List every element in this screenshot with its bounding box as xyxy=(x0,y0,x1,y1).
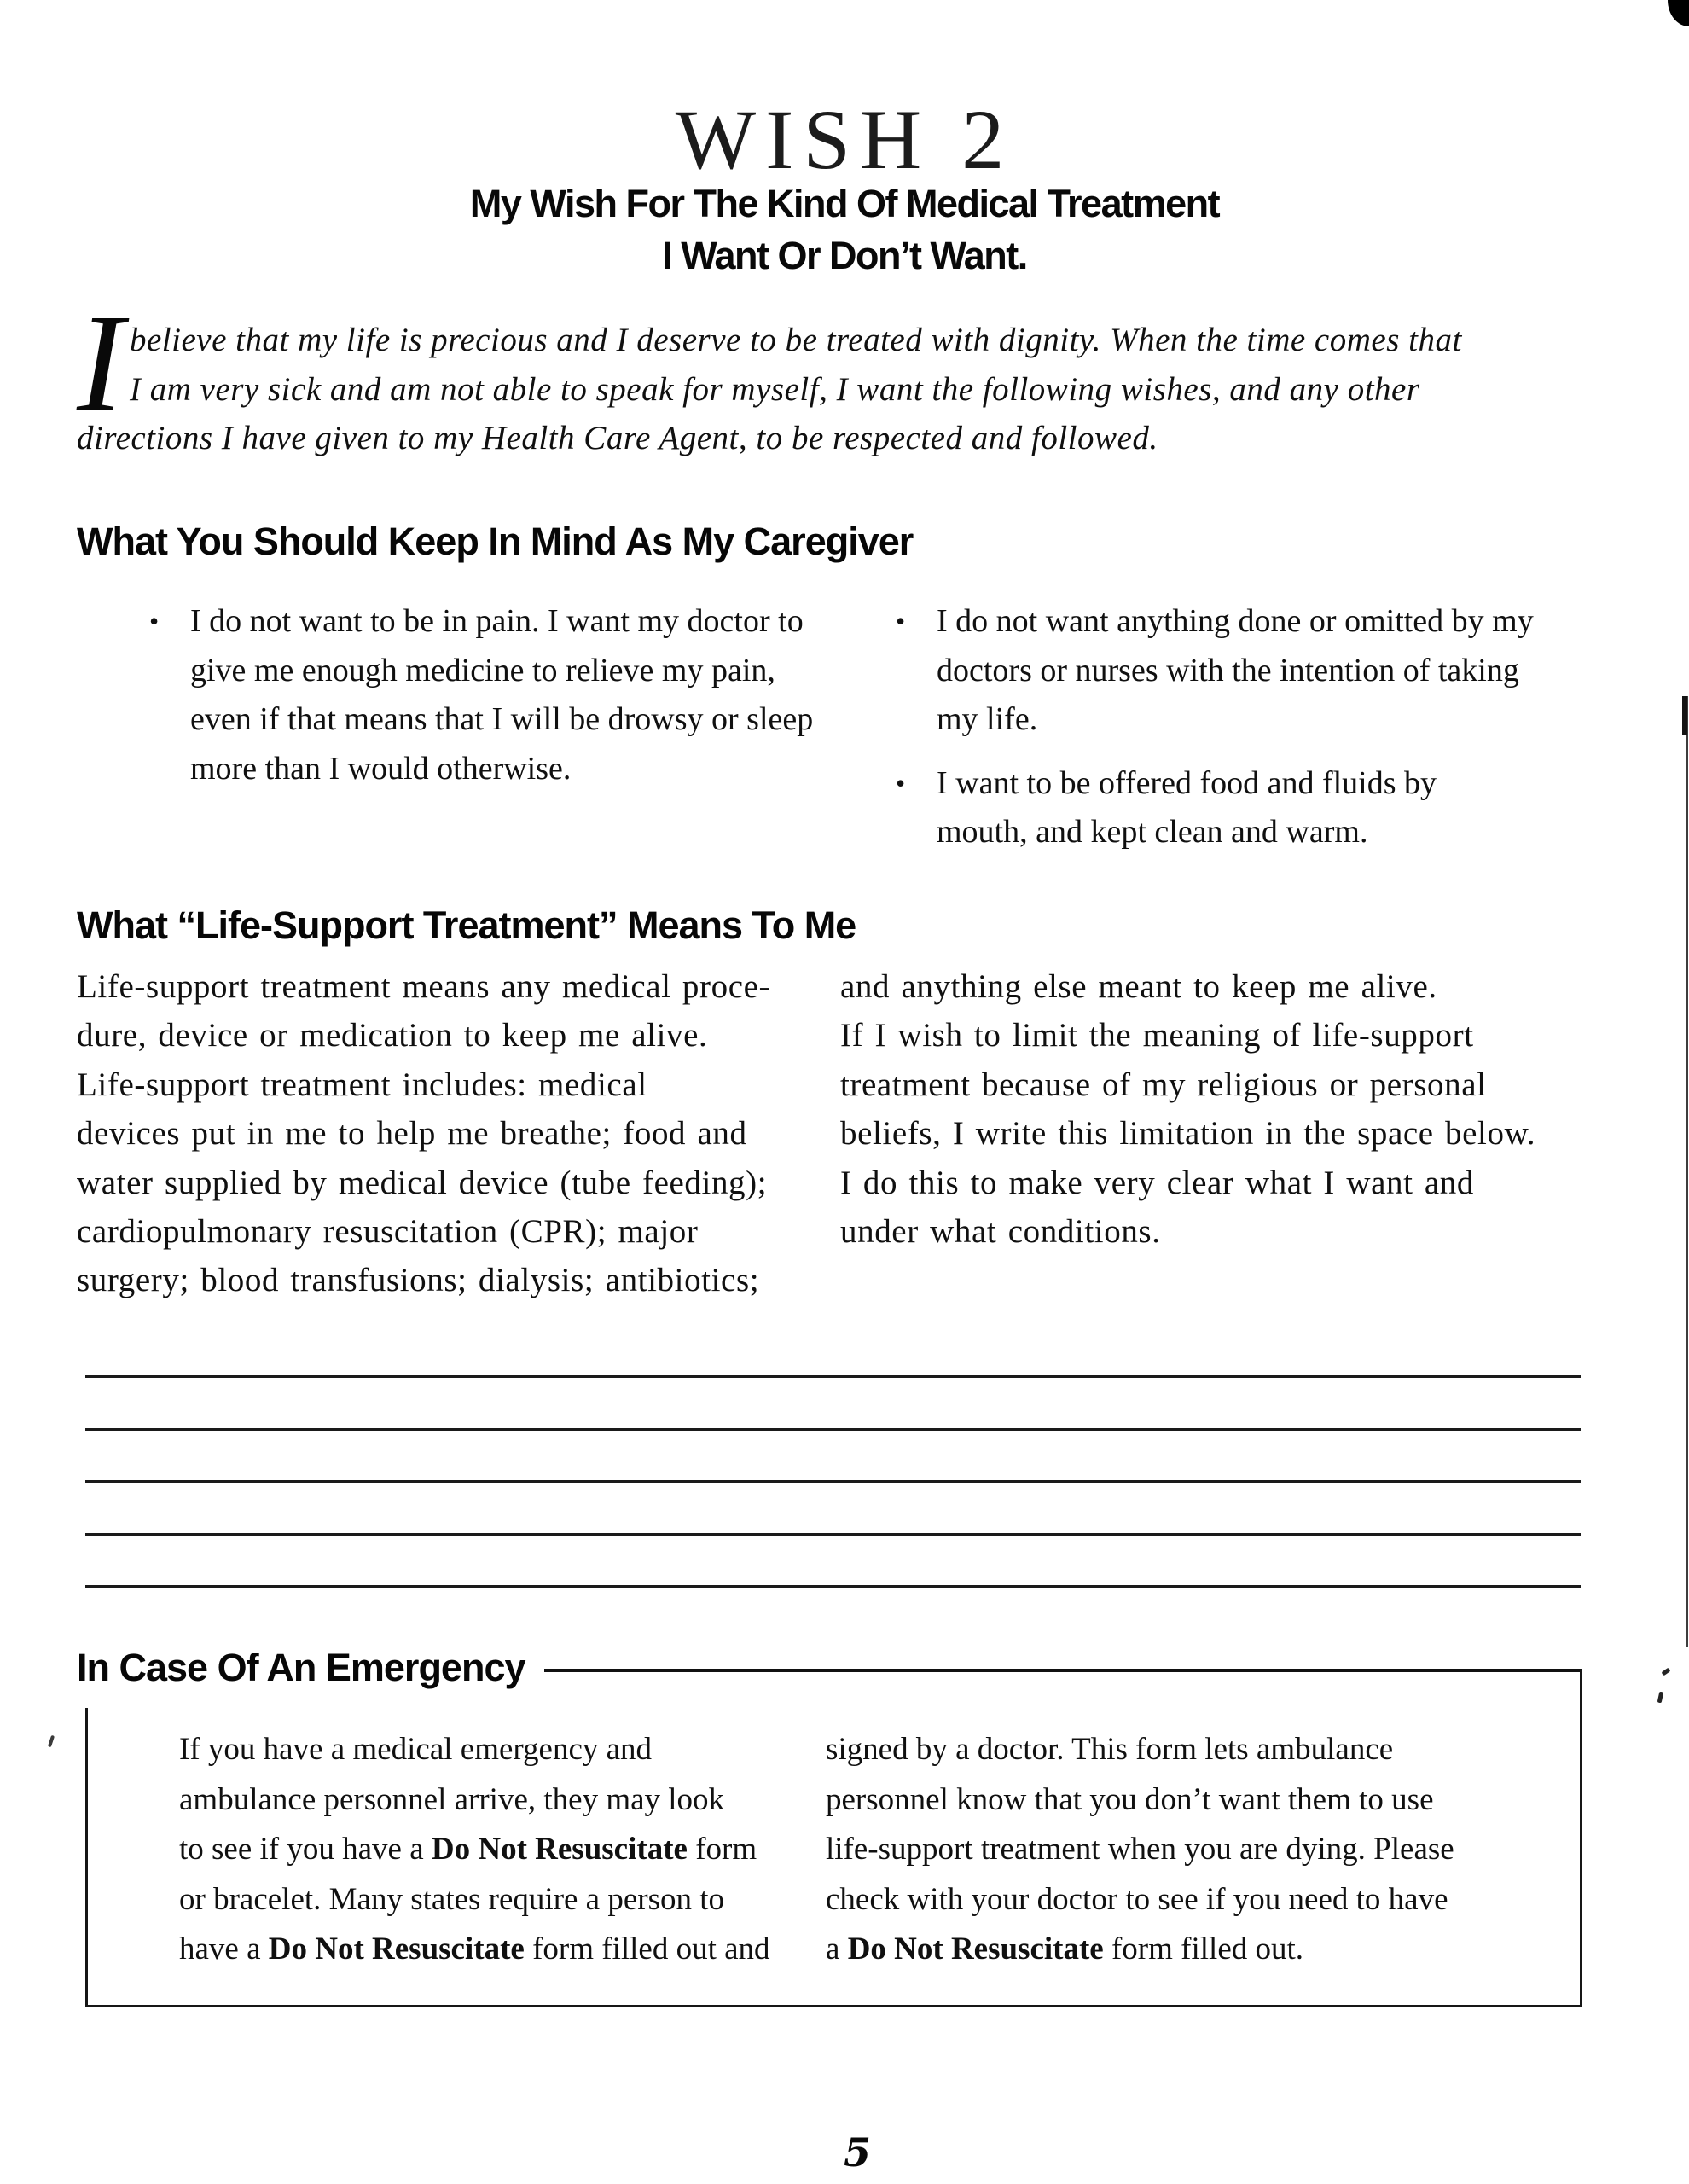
page-title: WISH 2 xyxy=(675,92,1014,187)
write-in-lines xyxy=(85,1375,1581,1638)
bullet-icon: • xyxy=(896,606,906,636)
text-line: even if that means that I will be drowsy or sleep xyxy=(190,701,814,737)
text-line: to see if you have a Do Not Resuscitate form xyxy=(179,1832,757,1867)
text-line: I do not want to be in pain. I want my doctor to xyxy=(190,603,804,639)
bullet-item xyxy=(896,597,1595,745)
text-line: signed by a doctor. This form lets ambulance xyxy=(826,1732,1394,1767)
scan-speck xyxy=(1657,1692,1664,1704)
text-line: check with your doctor to see if you need to have xyxy=(826,1881,1448,1917)
bullet-icon: • xyxy=(896,767,906,799)
text-line: I am very sick and am not able to speak for myself, I want the following wishes, and any other xyxy=(130,370,1420,408)
bullet-text xyxy=(190,597,813,793)
bullet-icon: • xyxy=(149,606,160,636)
page-number: 5 xyxy=(843,2129,871,2175)
text-line: mouth, and kept clean and warm. xyxy=(937,814,1368,850)
life-support-column-left xyxy=(77,962,844,1305)
heading-caregiver: What You Should Keep In Mind As My Caregiver xyxy=(77,520,914,563)
emergency-column-left xyxy=(179,1725,844,1975)
write-in-line xyxy=(85,1480,1581,1533)
text-line: beliefs, I write this limitation in the space below. xyxy=(840,1115,1536,1153)
scan-speck xyxy=(1661,1668,1670,1676)
text-line: have a Do Not Resuscitate form filled out and xyxy=(179,1931,770,1967)
emergency-box-border-right xyxy=(1580,1670,1582,2007)
text-line: My Wish For The Kind Of Medical Treatment xyxy=(469,182,1220,225)
text-line: believe that my life is precious and I deserve to be treated with dignity. When the time comes that xyxy=(130,322,1462,358)
write-in-line xyxy=(85,1375,1581,1428)
text-line: I Want Or Don’t Want. xyxy=(662,234,1027,277)
emergency-header xyxy=(77,1647,1582,1689)
scan-corner-mark xyxy=(1668,0,1689,26)
text-line: I do not want anything done or omitted by my xyxy=(937,603,1534,639)
emergency-box-border-left xyxy=(85,1708,88,2007)
text-line: under what conditions. xyxy=(840,1213,1161,1251)
text-line: more than I would otherwise. xyxy=(190,750,572,787)
intro-paragraph xyxy=(77,285,1544,463)
text-line: Life-support treatment means any medical proce- xyxy=(77,968,771,1005)
write-in-line xyxy=(85,1428,1581,1481)
text-line: a Do Not Resuscitate form filled out. xyxy=(826,1931,1304,1967)
caregiver-bullets-left xyxy=(149,597,832,793)
intro-lines xyxy=(77,285,1544,463)
text-line: I want to be offered food and fluids by xyxy=(937,764,1437,801)
text-line: ambulance personnel arrive, they may look xyxy=(179,1781,725,1817)
text-line: my life. xyxy=(937,701,1038,737)
text-line: dure, device or medication to keep me alive. xyxy=(77,1017,708,1054)
text-line: cardiopulmonary resuscitation (CPR); major xyxy=(77,1213,699,1251)
bullet-item xyxy=(896,759,1595,857)
text-line: life-support treatment when you are dying. Please xyxy=(826,1832,1454,1867)
text-line: Life-support treatment includes: medical xyxy=(77,1066,647,1103)
text-line: directions I have given to my Health Care Agent, to be respected and followed. xyxy=(77,420,1158,456)
text-line: If you have a medical emergency and xyxy=(179,1732,653,1767)
bullet-text xyxy=(937,597,1534,745)
text-line: give me enough medicine to relieve my pain, xyxy=(190,652,775,688)
bullet-text xyxy=(937,759,1437,857)
text-line: I do this to make very clear what I want and xyxy=(840,1164,1474,1201)
text-line: personnel know that you don’t want them to use xyxy=(826,1781,1434,1817)
bullet-item xyxy=(149,597,832,793)
text-line: devices put in me to help me breathe; food and xyxy=(77,1115,747,1153)
text-line: doctors or nurses with the intention of taking xyxy=(937,652,1519,688)
text-line: If I wish to limit the meaning of life-support xyxy=(840,1017,1474,1054)
heading-emergency: In Case Of An Emergency xyxy=(77,1646,525,1689)
caregiver-bullets-right xyxy=(896,597,1595,857)
emergency-column-right xyxy=(826,1725,1568,1975)
text-line: treatment because of my religious or personal xyxy=(840,1066,1487,1103)
page-subtitle xyxy=(0,177,1689,282)
scan-edge-line xyxy=(1686,696,1688,1647)
heading-rule xyxy=(544,1669,1582,1672)
scan-edge-tick xyxy=(1682,696,1687,735)
life-support-column-right xyxy=(840,962,1608,1256)
text-line: surgery; blood transfusions; dialysis; antibiotics; xyxy=(77,1262,760,1299)
write-in-line xyxy=(85,1533,1581,1586)
emergency-box-border-bottom xyxy=(85,2005,1582,2007)
text-line: and anything else meant to keep me alive. xyxy=(840,968,1437,1005)
scan-speck xyxy=(48,1735,55,1748)
text-line: water supplied by medical device (tube feeding); xyxy=(77,1164,768,1201)
heading-life-support: What “Life-Support Treatment” Means To Me xyxy=(77,903,856,947)
write-in-line xyxy=(85,1585,1581,1638)
text-line: or bracelet. Many states require a person to xyxy=(179,1881,725,1917)
drop-cap: I xyxy=(77,285,125,441)
